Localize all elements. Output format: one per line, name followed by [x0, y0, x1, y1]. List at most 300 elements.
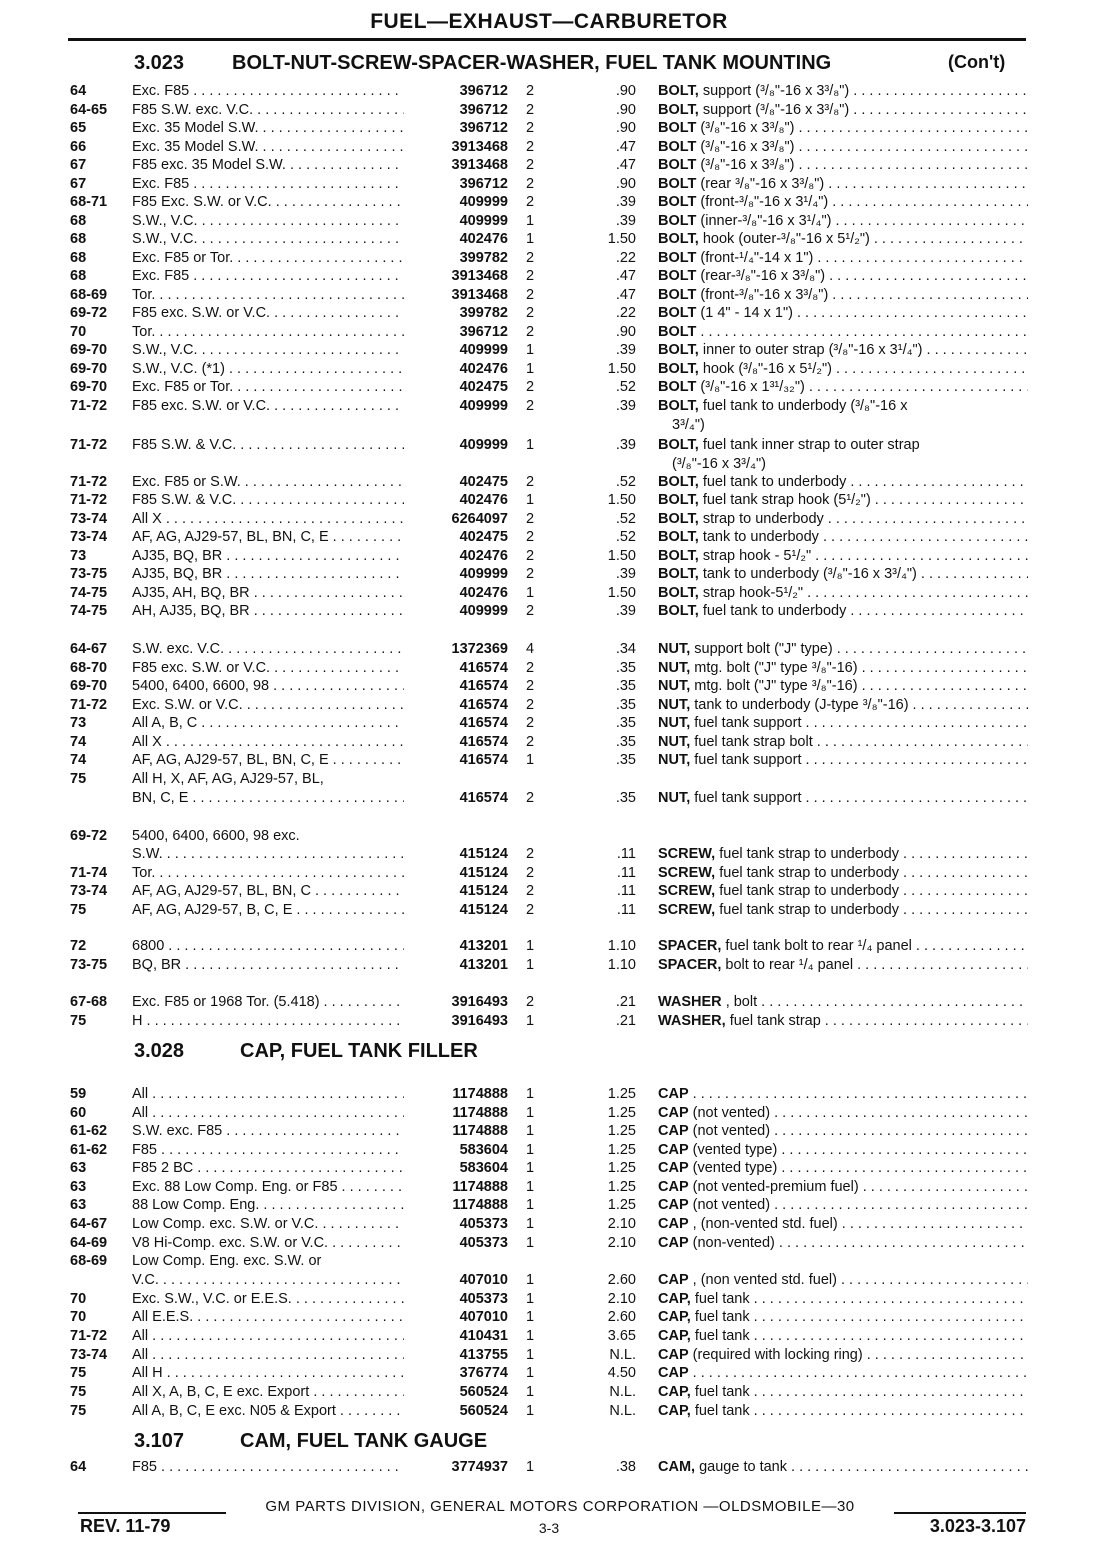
- part-number: 409999: [459, 398, 508, 414]
- quantity: 2: [525, 194, 535, 210]
- description: [658, 845, 1028, 863]
- quantity: 1: [525, 361, 535, 377]
- part-keyword: BOLT: [658, 287, 697, 303]
- part-detail: bolt to rear ¹/₄ panel: [725, 957, 854, 973]
- part-keyword: BOLT,: [658, 548, 699, 564]
- application: AJ35, AH, BQ, BR . . .: [132, 584, 404, 602]
- part-number: 402476: [459, 231, 508, 247]
- part-detail: (vented type): [692, 1160, 778, 1176]
- application: F85 . . .: [132, 1458, 404, 1476]
- part-detail: (not vented-premium fuel): [692, 1179, 859, 1195]
- part-detail: fuel tank strap: [729, 1013, 821, 1029]
- part-detail: (non-vented): [692, 1235, 775, 1251]
- part-number: 409999: [459, 194, 508, 210]
- list-price: 2.60: [607, 1309, 636, 1325]
- model-years: 71-72: [70, 437, 108, 453]
- list-price: 1.25: [607, 1197, 636, 1213]
- part-keyword: NUT,: [658, 715, 691, 731]
- quantity: 2: [525, 697, 535, 713]
- description: [658, 956, 1028, 974]
- description-continuation: 3³/₄"): [672, 417, 705, 433]
- description: [658, 1196, 1028, 1214]
- table-row: [0, 1364, 1098, 1382]
- list-price: .39: [615, 194, 636, 210]
- list-price: .39: [615, 398, 636, 414]
- description: [658, 286, 1028, 304]
- model-years: 64-67: [70, 641, 108, 657]
- description: [658, 528, 1028, 546]
- application: Exc. F85 or Tor. . . .: [132, 378, 404, 396]
- quantity: 2: [525, 511, 535, 527]
- list-price: .35: [615, 715, 636, 731]
- section-name: CAM, FUEL TANK GAUGE: [240, 1430, 488, 1452]
- table-row: [0, 473, 1098, 491]
- part-detail: inner to outer strap (³/₈"-16 x 3¹/₄"): [702, 342, 923, 358]
- part-detail: fuel tank bolt to rear ¹/₄ panel: [725, 938, 912, 954]
- table-row: [0, 1290, 1098, 1308]
- table-row: [0, 1271, 1098, 1289]
- part-keyword: CAP: [658, 1086, 689, 1102]
- application: AJ35, BQ, BR . . .: [132, 547, 404, 565]
- quantity: 2: [525, 102, 535, 118]
- list-price: .39: [615, 603, 636, 619]
- description: [658, 1122, 1028, 1140]
- model-years: 61-62: [70, 1123, 108, 1139]
- part-number: 3913468: [451, 268, 508, 284]
- part-number: 413201: [459, 938, 508, 954]
- model-years: 71-72: [70, 474, 108, 490]
- list-price: 1.25: [607, 1179, 636, 1195]
- part-detail: fuel tank to underbody: [702, 603, 847, 619]
- table-row: [0, 138, 1098, 156]
- part-detail: fuel tank support: [694, 790, 802, 806]
- part-detail: (rear ³/₈"-16 x 3³/₈"): [700, 176, 825, 192]
- part-keyword: NUT,: [658, 678, 691, 694]
- part-number: 396712: [459, 83, 508, 99]
- part-keyword: CAM,: [658, 1459, 696, 1475]
- model-years: 69-70: [70, 342, 108, 358]
- application: Exc. F85 or S.W. . . .: [132, 473, 404, 491]
- part-keyword: NUT,: [658, 752, 691, 768]
- application: Tor. . . .: [132, 864, 404, 882]
- application: S.W. exc. F85 . . .: [132, 1122, 404, 1140]
- list-price: 1.50: [607, 585, 636, 601]
- part-number: 396712: [459, 324, 508, 340]
- description: [658, 696, 1028, 714]
- part-detail: (front-³/₈"-16 x 3¹/₄"): [700, 194, 829, 210]
- quantity: 1: [525, 492, 535, 508]
- section-header: [0, 1430, 1098, 1454]
- list-price: .47: [615, 157, 636, 173]
- part-number: 1174888: [452, 1086, 508, 1102]
- list-price: .38: [615, 1459, 636, 1475]
- part-keyword: CAP: [658, 1179, 689, 1195]
- list-price: 1.25: [607, 1105, 636, 1121]
- application: AJ35, BQ, BR . . .: [132, 565, 404, 583]
- part-number: 409999: [459, 213, 508, 229]
- application: All . . .: [132, 1104, 404, 1122]
- quantity: 1: [525, 1160, 535, 1176]
- part-number: 3916493: [451, 994, 508, 1010]
- footer-rule: [894, 1512, 1026, 1514]
- section-number: 3.023: [134, 52, 185, 74]
- table-row: [0, 864, 1098, 882]
- model-years: 70: [70, 324, 87, 340]
- description: [658, 1383, 1028, 1401]
- part-keyword: BOLT,: [658, 83, 699, 99]
- list-price: .47: [615, 268, 636, 284]
- application: All E.E.S. . . .: [132, 1308, 404, 1326]
- list-price: 2.10: [607, 1216, 636, 1232]
- quantity: 1: [525, 1013, 535, 1029]
- model-years: 75: [70, 1013, 87, 1029]
- part-keyword: NUT,: [658, 734, 691, 750]
- quantity: 1: [525, 1105, 535, 1121]
- quantity: 2: [525, 120, 535, 136]
- application: F85 exc. S.W. or V.C. . . .: [132, 304, 404, 322]
- section-name: CAP, FUEL TANK FILLER: [240, 1040, 478, 1062]
- application: S.W., V.C. . . .: [132, 212, 404, 230]
- part-number: 416574: [459, 697, 508, 713]
- description: [658, 640, 1028, 658]
- table-row-continuation: [0, 416, 1098, 434]
- part-number: 413201: [459, 957, 508, 973]
- table-row: [0, 714, 1098, 732]
- model-years: 64-69: [70, 1235, 108, 1251]
- description: [658, 1458, 1028, 1476]
- part-number: 3913468: [451, 287, 508, 303]
- table-row: [0, 193, 1098, 211]
- model-years: 69-70: [70, 678, 108, 694]
- part-number: 1372369: [451, 641, 508, 657]
- application: F85 S.W. exc. V.C. . . .: [132, 101, 404, 119]
- list-price: .22: [615, 305, 636, 321]
- part-keyword: CAP,: [658, 1403, 691, 1419]
- model-years: 75: [70, 1384, 87, 1400]
- list-price: N.L.: [609, 1347, 636, 1363]
- quantity: 2: [525, 902, 535, 918]
- description: [658, 397, 1028, 415]
- part-keyword: BOLT,: [658, 492, 699, 508]
- quantity: 2: [525, 883, 535, 899]
- quantity: 1: [525, 213, 535, 229]
- description: [658, 491, 1028, 509]
- quantity: 1: [525, 1459, 535, 1475]
- application: F85 exc. 35 Model S.W. . . .: [132, 156, 404, 174]
- part-number: 399782: [459, 250, 508, 266]
- model-years: 68-69: [70, 1253, 108, 1269]
- description: [658, 249, 1028, 267]
- quantity: 2: [525, 715, 535, 731]
- part-number: 410431: [459, 1328, 508, 1344]
- part-detail: tank to underbody (J-type ³/₈"-16): [694, 697, 909, 713]
- table-row: [0, 286, 1098, 304]
- list-price: .90: [615, 324, 636, 340]
- part-number: 416574: [459, 678, 508, 694]
- model-years: 73-74: [70, 883, 108, 899]
- model-years: 64: [70, 83, 87, 99]
- description: [658, 901, 1028, 919]
- part-keyword: BOLT,: [658, 361, 699, 377]
- application: 5400, 6400, 6600, 98 exc.: [132, 828, 300, 844]
- part-number: 402475: [459, 474, 508, 490]
- quantity: 1: [525, 1197, 535, 1213]
- part-number: 583604: [459, 1142, 508, 1158]
- description: [658, 119, 1028, 137]
- list-price: 3.65: [607, 1328, 636, 1344]
- part-detail: (³/₈"-16 x 3³/₈"): [700, 120, 795, 136]
- section-continued: (Con't): [948, 52, 1006, 72]
- part-detail: strap hook-5¹/₂": [702, 585, 804, 601]
- table-row: [0, 1196, 1098, 1214]
- list-price: .39: [615, 437, 636, 453]
- description: [658, 882, 1028, 900]
- model-years: 64: [70, 1459, 87, 1475]
- list-price: .35: [615, 660, 636, 676]
- description: [658, 82, 1028, 100]
- model-years: 64-67: [70, 1216, 108, 1232]
- list-price: .90: [615, 102, 636, 118]
- part-keyword: BOLT: [658, 176, 697, 192]
- application: AF, AG, AJ29-57, B, C, E . . .: [132, 901, 404, 919]
- part-keyword: BOLT: [658, 379, 697, 395]
- table-row: [0, 659, 1098, 677]
- part-keyword: BOLT,: [658, 585, 699, 601]
- application: Exc. 35 Model S.W. . . .: [132, 138, 404, 156]
- application: All A, B, C, E exc. N05 & Export . . .: [132, 1402, 404, 1420]
- quantity: 2: [525, 660, 535, 676]
- part-number: 409999: [459, 603, 508, 619]
- description: [658, 1346, 1028, 1364]
- part-detail: fuel tank strap to underbody: [719, 846, 899, 862]
- list-price: .35: [615, 734, 636, 750]
- part-number: 409999: [459, 342, 508, 358]
- part-keyword: BOLT: [658, 120, 697, 136]
- table-row: [0, 1402, 1098, 1420]
- part-keyword: SPACER,: [658, 938, 722, 954]
- quantity: 1: [525, 1403, 535, 1419]
- table-row: [0, 1234, 1098, 1252]
- table-row: [0, 845, 1098, 863]
- table-row: [0, 323, 1098, 341]
- description: [658, 714, 1028, 732]
- list-price: .39: [615, 342, 636, 358]
- part-detail: fuel tank: [694, 1291, 750, 1307]
- description: [658, 1085, 1028, 1103]
- list-price: 1.25: [607, 1142, 636, 1158]
- footer-rule: [78, 1512, 226, 1514]
- quantity: 2: [525, 994, 535, 1010]
- list-price: 1.50: [607, 548, 636, 564]
- description: [658, 230, 1028, 248]
- model-years: 60: [70, 1105, 87, 1121]
- part-detail: hook (outer-³/₈"-16 x 5¹/₂"): [702, 231, 870, 247]
- model-years: 69-70: [70, 361, 108, 377]
- part-detail: fuel tank support: [694, 715, 802, 731]
- quantity: 2: [525, 176, 535, 192]
- model-years: 65: [70, 120, 87, 136]
- table-row: [0, 230, 1098, 248]
- footer-publisher: GM PARTS DIVISION, GENERAL MOTORS CORPORATION —OLDSMOBILE—30: [265, 1498, 855, 1515]
- part-detail: fuel tank strap bolt: [694, 734, 813, 750]
- table-row: [0, 249, 1098, 267]
- part-detail: fuel tank strap hook (5¹/₂"): [702, 492, 871, 508]
- quantity: 1: [525, 1179, 535, 1195]
- description-continuation: (³/₈"-16 x 3³/₄"): [672, 456, 766, 472]
- part-detail: support bolt ("J" type): [694, 641, 833, 657]
- section-header: [0, 1040, 1098, 1064]
- application: F85 S.W. & V.C. . . .: [132, 491, 404, 509]
- description: [658, 659, 1028, 677]
- table-row: [0, 175, 1098, 193]
- description: [658, 733, 1028, 751]
- quantity: 1: [525, 1272, 535, 1288]
- list-price: .35: [615, 790, 636, 806]
- list-price: .39: [615, 566, 636, 582]
- quantity: 1: [525, 957, 535, 973]
- part-keyword: CAP: [658, 1105, 689, 1121]
- application: BN, C, E . . .: [132, 789, 404, 807]
- list-price: .52: [615, 529, 636, 545]
- quantity: 1: [525, 1365, 535, 1381]
- table-row: [0, 602, 1098, 620]
- model-years: 67-68: [70, 994, 108, 1010]
- quantity: 1: [525, 231, 535, 247]
- part-number: 405373: [459, 1291, 508, 1307]
- description: [658, 1141, 1028, 1159]
- application: AF, AG, AJ29-57, BL, BN, C . . .: [132, 882, 404, 900]
- application: S.W., V.C. . . .: [132, 230, 404, 248]
- part-keyword: BOLT: [658, 324, 697, 340]
- table-row: [0, 397, 1098, 415]
- part-keyword: WASHER: [658, 994, 722, 1010]
- description: [658, 937, 1028, 955]
- application: All A, B, C . . .: [132, 714, 404, 732]
- part-number: 409999: [459, 566, 508, 582]
- application: All X, A, B, C, E exc. Export . . .: [132, 1383, 404, 1401]
- description: [658, 1012, 1028, 1030]
- part-detail: fuel tank support: [694, 752, 802, 768]
- description: [658, 341, 1028, 359]
- part-keyword: CAP: [658, 1160, 689, 1176]
- part-detail: (1 4" - 14 x 1"): [700, 305, 793, 321]
- model-years: 73-75: [70, 566, 108, 582]
- description: [658, 175, 1028, 193]
- description: [658, 1364, 1028, 1382]
- list-price: .90: [615, 83, 636, 99]
- part-detail: (front-¹/₄"-14 x 1"): [700, 250, 814, 266]
- application: AF, AG, AJ29-57, BL, BN, C, E . . .: [132, 528, 404, 546]
- part-keyword: BOLT,: [658, 566, 699, 582]
- part-detail: support (³/₈"-16 x 3³/₈"): [702, 83, 850, 99]
- description: [658, 602, 1028, 620]
- list-price: 2.60: [607, 1272, 636, 1288]
- part-number: 1174888: [452, 1179, 508, 1195]
- part-detail: fuel tank: [694, 1328, 750, 1344]
- part-keyword: BOLT,: [658, 342, 699, 358]
- description: [658, 1159, 1028, 1177]
- part-detail: hook (³/₈"-16 x 5¹/₂"): [702, 361, 832, 377]
- part-keyword: SCREW,: [658, 865, 716, 881]
- list-price: N.L.: [609, 1384, 636, 1400]
- quantity: 2: [525, 379, 535, 395]
- part-keyword: BOLT,: [658, 511, 699, 527]
- description: [658, 1215, 1028, 1233]
- part-detail: (inner-³/₈"-16 x 3¹/₄"): [700, 213, 832, 229]
- list-price: .90: [615, 176, 636, 192]
- part-number: 405373: [459, 1235, 508, 1251]
- quantity: 2: [525, 566, 535, 582]
- model-years: 71-72: [70, 398, 108, 414]
- application: V.C. . . .: [132, 1271, 404, 1289]
- model-years: 68-69: [70, 287, 108, 303]
- part-keyword: BOLT,: [658, 474, 699, 490]
- table-row: [0, 547, 1098, 565]
- table-row: [0, 82, 1098, 100]
- part-keyword: BOLT,: [658, 437, 699, 453]
- description: [658, 193, 1028, 211]
- section-range: 3.023-3.107: [929, 1516, 1026, 1536]
- part-keyword: CAP,: [658, 1384, 691, 1400]
- part-detail: (rear-³/₈"-16 x 3³/₈"): [700, 268, 826, 284]
- quantity: 2: [525, 157, 535, 173]
- list-price: .47: [615, 287, 636, 303]
- part-keyword: SCREW,: [658, 846, 716, 862]
- table-row: [0, 1458, 1098, 1476]
- part-number: 416574: [459, 660, 508, 676]
- part-detail: fuel tank strap to underbody: [719, 902, 899, 918]
- quantity: 2: [525, 474, 535, 490]
- section-name: BOLT-NUT-SCREW-SPACER-WASHER, FUEL TANK MOUNTING: [232, 52, 832, 74]
- part-number: 6264097: [451, 511, 508, 527]
- application: S.W. exc. V.C. . . .: [132, 640, 404, 658]
- table-row: [0, 901, 1098, 919]
- section-header: [0, 52, 1098, 76]
- part-keyword: SCREW,: [658, 902, 716, 918]
- list-price: .21: [615, 1013, 636, 1029]
- application: Exc. F85 or 1968 Tor. (5.418) . . .: [132, 993, 404, 1011]
- quantity: 2: [525, 83, 535, 99]
- part-detail: (not vented): [692, 1197, 771, 1213]
- part-detail: mtg. bolt ("J" type ³/₈"-16): [694, 678, 858, 694]
- description: [658, 677, 1028, 695]
- description: [658, 436, 1028, 454]
- table-row: [0, 1178, 1098, 1196]
- application: Low Comp. Eng. exc. S.W. or: [132, 1253, 322, 1269]
- application: 6800 . . .: [132, 937, 404, 955]
- description: [658, 789, 1028, 807]
- part-number: 560524: [459, 1403, 508, 1419]
- application: F85 . . .: [132, 1141, 404, 1159]
- list-price: .90: [615, 120, 636, 136]
- model-years: 71-74: [70, 865, 108, 881]
- table-row: [0, 770, 1098, 788]
- table-row: [0, 584, 1098, 602]
- part-keyword: CAP: [658, 1197, 689, 1213]
- part-number: 415124: [459, 846, 508, 862]
- model-years: 74-75: [70, 603, 108, 619]
- table-row: [0, 267, 1098, 285]
- table-row: [0, 1085, 1098, 1103]
- model-years: 73-75: [70, 957, 108, 973]
- model-years: 66: [70, 139, 87, 155]
- description: [658, 1234, 1028, 1252]
- part-detail: fuel tank: [694, 1309, 750, 1325]
- part-detail: fuel tank to underbody: [702, 474, 847, 490]
- quantity: 1: [525, 1328, 535, 1344]
- part-keyword: WASHER,: [658, 1013, 726, 1029]
- part-keyword: NUT,: [658, 641, 691, 657]
